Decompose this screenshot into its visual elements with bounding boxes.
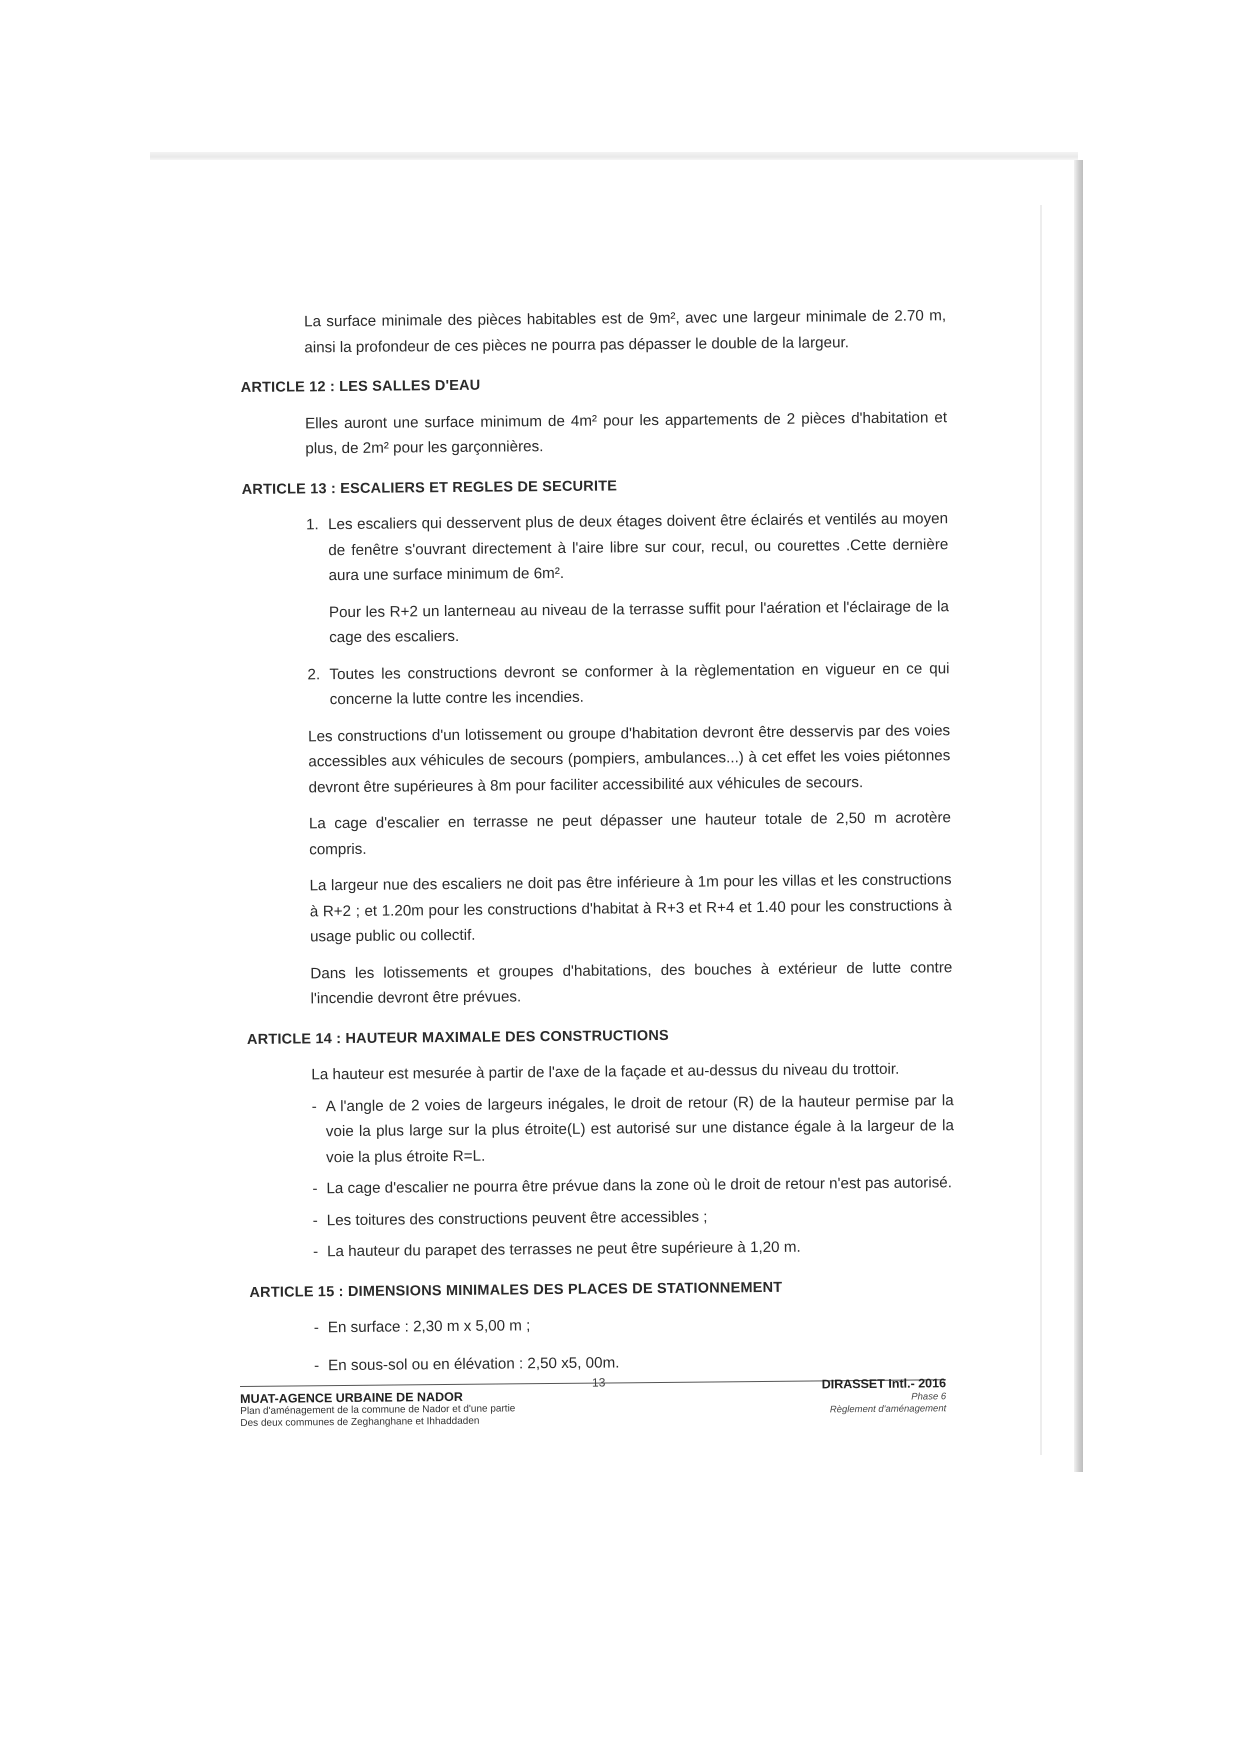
article-13-paragraph-1: Les constructions d'un lotissement ou groupe d'habitation devront être desservis par des voies accessibles aux véhicules de secours (pompiers, ambulances...) à cet effet les voies piétonnes devront être supérieures à 8m pour faciliter accessibilité aux véhicules de secours.: [308, 721, 951, 796]
item-text: Toutes les constructions devront se conformer à la règlementation en vigueur en ce qui concerne la lutte contre les incendies.: [329, 659, 950, 709]
scan-right-edge: [1074, 160, 1083, 1472]
dash-bullet: -: [311, 1097, 317, 1115]
footer-communes: Des deux communes de Zeghanghane et Ihhaddaden: [240, 1415, 480, 1429]
item-text: La hauteur du parapet des terrasses ne peut être supérieure à 1,20 m.: [326, 1238, 801, 1261]
item-text: En surface : 2,30 m x 5,00 m ;: [327, 1317, 531, 1337]
item-text: A l'angle de 2 voies de largeurs inégales, le droit de retour (R) de la hauteur permise par la voie la plus large sur la plus étroite(L) est autorisé sur une distance égale à la largeur de la voie la plus étroite R=L.: [325, 1091, 954, 1166]
page-footer: [240, 1375, 947, 1429]
article-14-item-4: [313, 1233, 955, 1265]
article-13-heading: ARTICLE 13 : ESCALIERS ET REGLES DE SECURITE: [241, 477, 618, 498]
dash-bullet: -: [313, 1319, 319, 1337]
article-13-item-2: [307, 656, 949, 713]
scan-right-shadow: [1040, 205, 1042, 1455]
footer-consultant: DIRASSET Intl.- 2016: [821, 1376, 947, 1392]
item-text: Les escaliers qui desservent plus de deux étages doivent être éclairés et ventilés au moyen de fenêtre s'ouvrant directement à l'aire libre sur cour, recul, ou courettes .Cette dernière aura une surface minimum de 6m².: [327, 510, 949, 585]
footer-plan-title: Plan d'aménagement de la commune de Nador et d'une partie: [240, 1403, 516, 1417]
dash-bullet: -: [314, 1356, 320, 1374]
item-number: 2.: [307, 665, 321, 683]
article-14-item-2: [312, 1170, 954, 1202]
article-15-item-1: [314, 1309, 956, 1341]
item-text: La cage d'escalier ne pourra être prévue dans la zone où le droit de retour n'est pas autorisé.: [326, 1174, 952, 1198]
footer-phase: Phase 6: [911, 1391, 947, 1403]
dash-bullet: -: [312, 1243, 319, 1261]
dash-bullet: -: [312, 1211, 318, 1229]
article-14-item-3: [313, 1202, 955, 1234]
article-13-paragraph-4: Dans les lotissements et groupes d'habitations, des bouches à extérieur de lutte contre l'incendie devront être prévues.: [310, 958, 953, 1008]
item-text: En sous-sol ou en élévation : 2,50 x5, 00m.: [328, 1353, 620, 1374]
item-text: Les toitures des constructions peuvent être accessibles ;: [326, 1208, 708, 1229]
document-body: [240, 303, 956, 1379]
intro-paragraph: La surface minimale des pièces habitables est de 9m², avec une largeur minimale de 2.70 m, ainsi la profondeur de ces pièces ne pourra pas dépasser le double de la largeur.: [304, 307, 947, 356]
scan-top-edge: [150, 152, 1078, 160]
article-12-heading: ARTICLE 12 : LES SALLES D'EAU: [240, 377, 481, 396]
footer-right-block: [822, 1376, 947, 1416]
article-14-heading: ARTICLE 14 : HAUTEUR MAXIMALE DES CONSTRUCTIONS: [246, 1027, 669, 1048]
article-13-paragraph-3: La largeur nue des escaliers ne doit pas être inférieure à 1m pour les villas et les constructions à R+2 ; et 1.20m pour les constructions d'habitat à R+3 et R+4 et 1.40 pour les constructions à usage public ou collectif.: [309, 871, 952, 946]
article-14-intro: La hauteur est mesurée à partir de l'axe de la façade et au-dessus du niveau du trottoir.: [311, 1060, 900, 1084]
article-15-heading: ARTICLE 15 : DIMENSIONS MINIMALES DES PLACES DE STATIONNEMENT: [249, 1279, 783, 1301]
dash-bullet: -: [312, 1180, 318, 1198]
footer-left-block: [240, 1389, 515, 1430]
article-13-paragraph-2: La cage d'escalier en terrasse ne peut dépasser une hauteur totale de 2,50 m acrotère compris.: [308, 809, 951, 858]
footer-organization: MUAT-AGENCE URBAINE DE NADOR: [240, 1389, 463, 1406]
article-13-item-1-sub: Pour les R+2 un lanterneau au niveau de la terrasse suffit pour l'aération et l'éclairage de la cage des escaliers.: [328, 597, 949, 647]
footer-document-type: Règlement d'aménagement: [829, 1403, 947, 1416]
article-12-text: Elles auront une surface minimum de 4m² pour les appartements de 2 pièces d'habitation et plus, de 2m² pour les garçonnières.: [305, 408, 948, 458]
article-13-item-1: [306, 506, 949, 589]
article-14-item-1: [312, 1088, 955, 1171]
item-number: 1.: [305, 516, 319, 534]
article-15-item-2: [314, 1347, 956, 1379]
page-number: 13: [591, 1375, 606, 1390]
